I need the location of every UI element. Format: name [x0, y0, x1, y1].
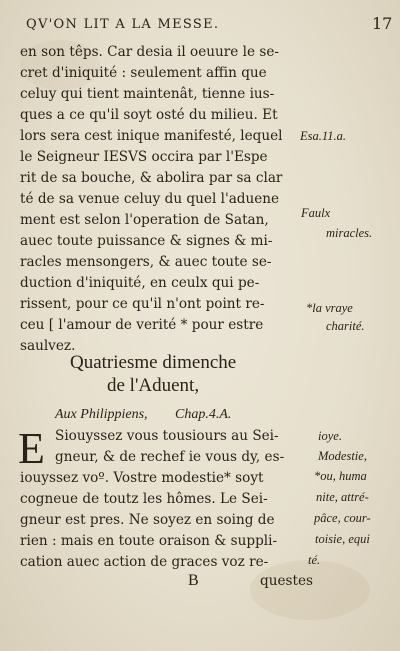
- page-number: 17: [372, 14, 393, 33]
- chapter-reference: Chap.4.A.: [175, 407, 232, 422]
- text-line: ceu [ l'amour de verité * pour estre: [20, 317, 264, 333]
- margin-note: *la vraye: [306, 301, 353, 315]
- text-line: en son têps. Car desia il oeuure le se-: [20, 44, 279, 60]
- margin-note: *ou, huma: [314, 469, 367, 483]
- drop-cap: E: [18, 424, 45, 473]
- text-line: rissent, pour ce qu'il n'ont point re-: [20, 296, 265, 312]
- text-line: iouyssez voº. Vostre modestie* soyt: [20, 470, 264, 486]
- text-line: Siouyssez vous tousiours au Sei-: [55, 428, 279, 444]
- margin-note: Esa.11.a.: [300, 129, 346, 143]
- text-line: cogneue de toutz les hômes. Le Sei-: [20, 491, 268, 507]
- text-line: gneur, & de rechef ie vous dy, es-: [55, 449, 285, 465]
- text-line: ment est selon l'operation de Satan,: [20, 212, 269, 228]
- text-line: rit de sa bouche, & abolira par sa clar: [20, 170, 283, 186]
- margin-note: charité.: [326, 319, 365, 333]
- text-line: saulvez.: [20, 338, 76, 354]
- margin-note: toisie, equi: [315, 532, 370, 546]
- text-line: cret d'iniquité : seulement affin que: [20, 65, 267, 81]
- text-line: rien : mais en toute oraison & suppli-: [20, 533, 278, 549]
- epistle-reference: Aux Philippiens,: [55, 407, 148, 422]
- text-line: ques a ce qu'il soyt osté du milieu. Et: [20, 107, 278, 123]
- text-line: cation auec action de graces voz re-: [20, 554, 269, 570]
- running-head: QV'ON LIT A LA MESSE.: [26, 17, 220, 32]
- text-line: celuy qui tient maintenât, tienne ius-: [20, 86, 275, 102]
- margin-note: té.: [308, 553, 321, 567]
- margin-note: Faulx: [301, 206, 331, 220]
- margin-note: ioye.: [318, 429, 342, 443]
- text-line: duction d'iniquité, en ceulx qui pe-: [20, 275, 260, 291]
- text-line: auec toute puissance & signes & mi-: [20, 233, 273, 249]
- section-heading: Quatriesme dimenche: [70, 352, 237, 373]
- signature-mark: B: [188, 572, 199, 589]
- text-line: lors sera cest inique manifesté, lequel: [20, 128, 283, 144]
- text-line: racles mensongers, & auec toute se-: [20, 254, 272, 270]
- text-line: gneur est pres. Ne soyez en soing de: [20, 512, 275, 528]
- margin-note: nite, attré-: [316, 490, 369, 504]
- text-line: le Seigneur IESVS occira par l'Espe: [20, 149, 268, 165]
- margin-note: Modestie,: [318, 449, 367, 463]
- section-heading: de l'Aduent,: [107, 375, 200, 396]
- text-line: té de sa venue celuy du quel l'aduene: [20, 191, 280, 207]
- margin-note: pâce, cour-: [314, 511, 371, 525]
- margin-note: miracles.: [326, 226, 373, 240]
- catchword: questes: [260, 573, 313, 589]
